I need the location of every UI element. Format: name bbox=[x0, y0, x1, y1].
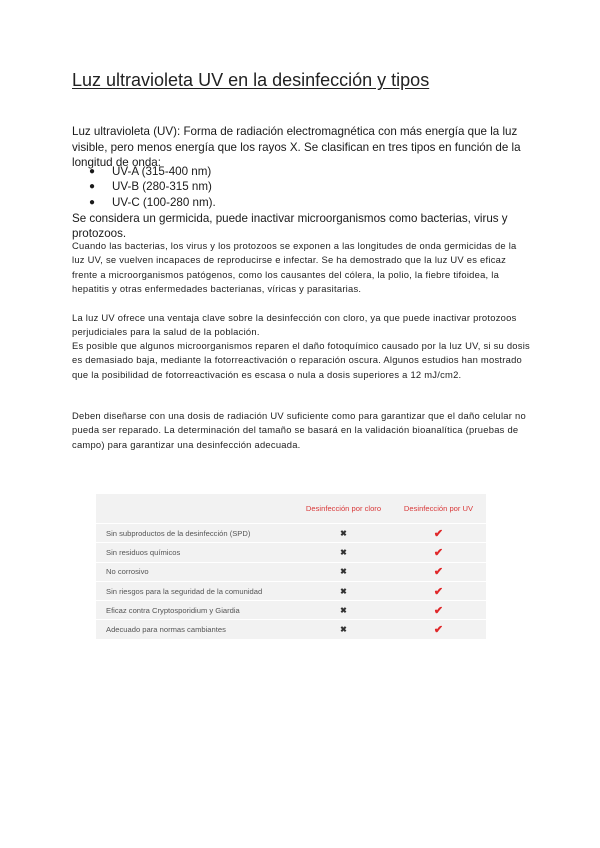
table-row bbox=[96, 620, 486, 639]
cross-icon: ✖ bbox=[340, 547, 347, 557]
list-item bbox=[72, 164, 216, 179]
comparison-table bbox=[96, 494, 486, 639]
table-row bbox=[96, 562, 486, 581]
column-header-chlorine: Desinfección por cloro bbox=[305, 504, 382, 513]
check-icon: ✔ bbox=[433, 546, 444, 559]
list-item bbox=[72, 195, 216, 210]
chlorine-advantage-paragraph: La luz UV ofrece una ventaja clave sobre la desinfección con cloro, ya que puede inactivar protozoos perjudiciales para la salud de la población. bbox=[72, 312, 517, 338]
cross-icon: ✖ bbox=[340, 605, 347, 615]
list-item bbox=[72, 179, 216, 194]
photoreactivation-paragraph: Es posible que algunos microorganismos reparen el daño fotoquímico causado por la luz UV, si su dosis es demasiado baja, mediante la fotorreactivación o reparación oscura. Algunos estudios han mostrado que la posibilidad de fotorreactivación es escasa o nula a dosis superiores a 12 mJ/cm2. bbox=[72, 340, 530, 380]
check-icon: ✔ bbox=[433, 604, 444, 617]
check-icon: ✔ bbox=[433, 585, 444, 598]
table-row bbox=[96, 581, 486, 600]
column-header-uv: Desinfección por UV bbox=[403, 504, 474, 513]
row-label: Eficaz contra Cryptosporidium y Giardia bbox=[96, 601, 296, 620]
cross-icon: ✖ bbox=[340, 625, 347, 635]
table-row bbox=[96, 601, 486, 620]
bullet-icon: ● bbox=[89, 181, 96, 193]
table-header-blank bbox=[96, 494, 296, 524]
check-icon: ✔ bbox=[433, 566, 444, 579]
uv-type-label: UV-A (315-400 nm) bbox=[112, 165, 212, 178]
row-label: Sin residuos químicos bbox=[96, 543, 296, 562]
row-label: Sin riesgos para la seguridad de la comunidad bbox=[96, 581, 296, 600]
bullet-icon: ● bbox=[89, 196, 96, 208]
uv-types-list bbox=[72, 164, 216, 210]
row-label: No corrosivo bbox=[96, 562, 296, 581]
page-title: Luz ultravioleta UV en la desinfección y tipos bbox=[72, 70, 430, 90]
cross-icon: ✖ bbox=[340, 586, 347, 596]
intro-paragraph: Luz ultravioleta (UV): Forma de radiación electromagnética con más energía que la luz visible, pero menos energía que los rayos X. Se clasifican en tres tipos en función de la longitud de onda: bbox=[72, 125, 521, 169]
germicide-paragraph: Se considera un germicida, puede inactivar microorganismos como bacterias, virus y protozoos. bbox=[72, 212, 508, 241]
cross-icon: ✖ bbox=[340, 567, 347, 577]
row-label: Adecuado para normas cambiantes bbox=[96, 620, 296, 639]
exposure-paragraph: Cuando las bacterias, los virus y los protozoos se exponen a las longitudes de onda germicidas de la luz UV, se vuelven incapaces de reproducirse e infectar. Se ha demostrado que la luz UV es eficaz frente a microorganismos patógenos, como los causantes del cólera, la polio, la fiebre tifoidea, la hepatitis y otras enfermedades bacterianas, víricas y parasitarias. bbox=[72, 240, 517, 294]
cross-icon: ✖ bbox=[340, 528, 347, 538]
bullet-icon: ● bbox=[89, 166, 96, 177]
table-row bbox=[96, 524, 486, 543]
uv-type-label: UV-B (280-315 nm) bbox=[112, 180, 212, 194]
table-row bbox=[96, 543, 486, 562]
table-header-row bbox=[96, 494, 486, 524]
check-icon: ✔ bbox=[433, 527, 444, 540]
check-icon: ✔ bbox=[433, 624, 444, 637]
row-label: Sin subproductos de la desinfección (SPD) bbox=[96, 524, 296, 543]
uv-type-label: UV-C (100-280 nm). bbox=[112, 195, 216, 209]
dose-design-paragraph: Deben diseñarse con una dosis de radiación UV suficiente como para garantizar que el daño celular no pueda ser reparado. La determinación del tamaño se basará en la validación bioanalítica (pruebas de campo) para garantizar una desinfección adecuada. bbox=[72, 410, 526, 450]
